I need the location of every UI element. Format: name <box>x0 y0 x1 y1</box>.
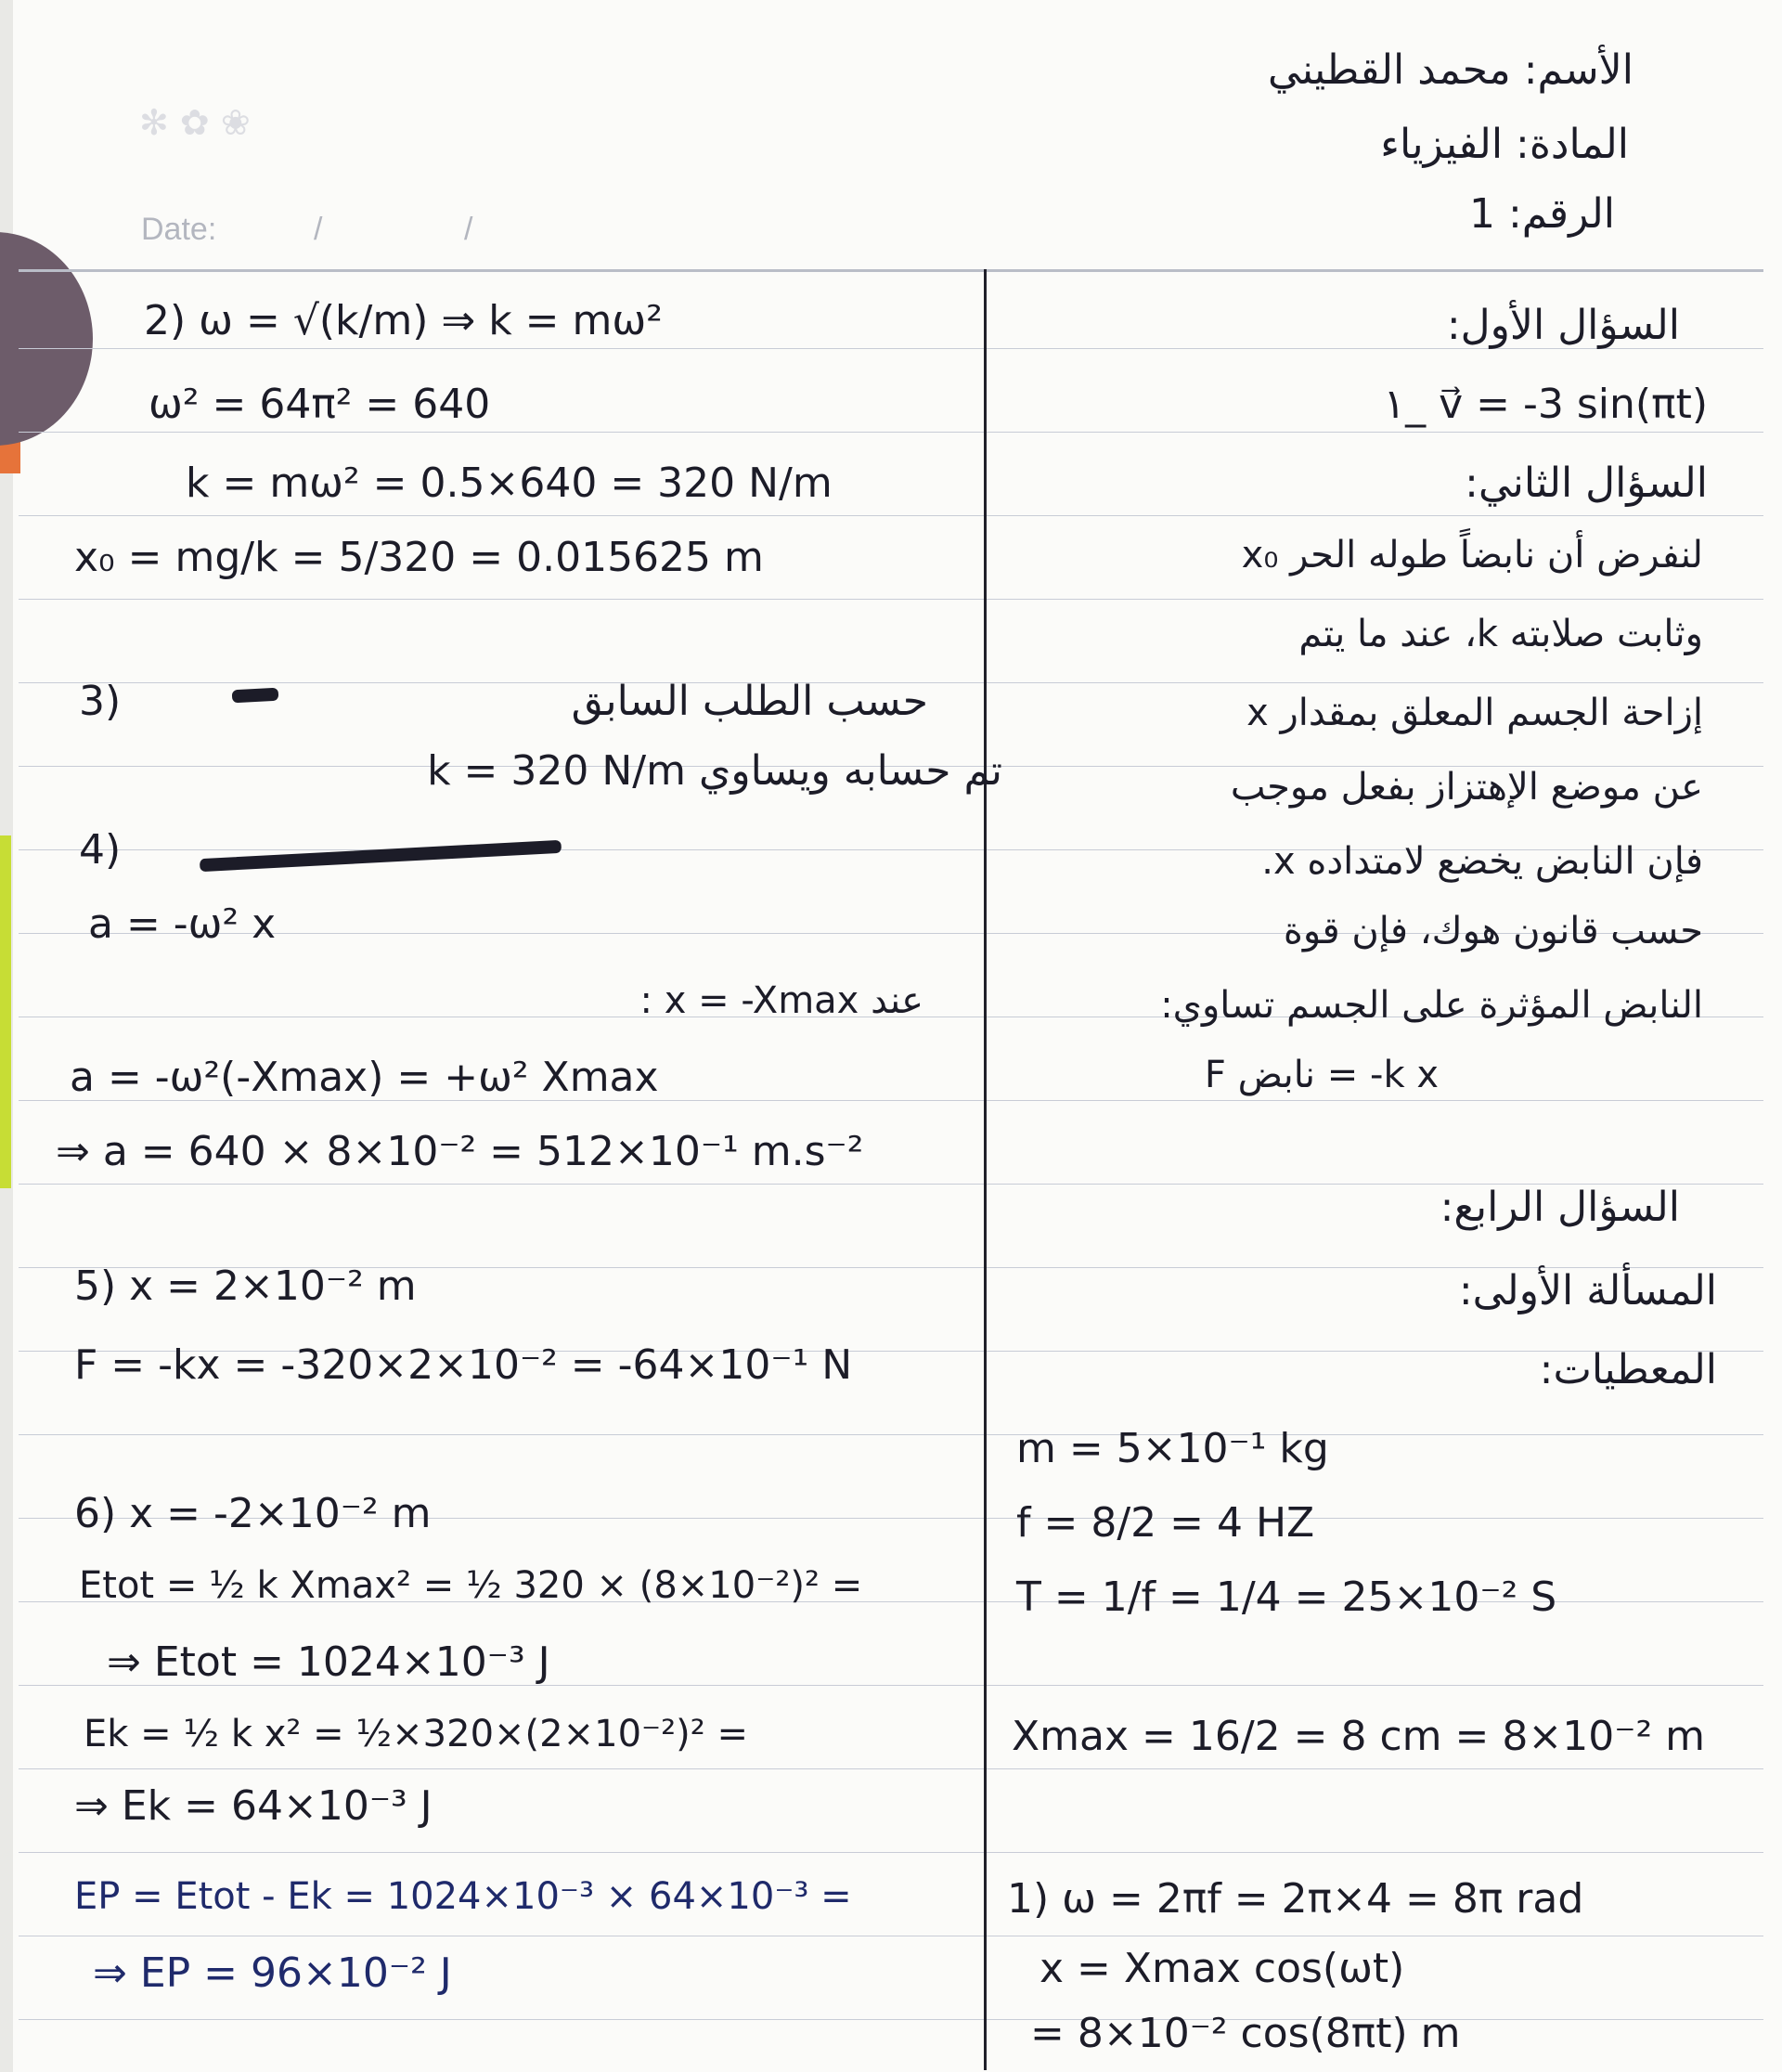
ruled-line <box>19 432 1763 433</box>
green-tab <box>0 835 11 1188</box>
q2-body-line: فإن النابض يخضع لامتداده x. <box>1261 840 1703 883</box>
ruled-line <box>19 1434 1763 1435</box>
part4-line: : x = -Xmax عند <box>639 979 923 1022</box>
number-line: الرقم: 1 <box>1468 190 1615 238</box>
part6-line: ⇒ Etot = 1024×10⁻³ J <box>107 1638 550 1686</box>
part6-line: ⇒ EP = 96×10⁻² J <box>93 1949 452 1997</box>
q2-body-line: وثابت صلابته k، عند ما يتم <box>1298 613 1703 655</box>
q2-body-line: لنفرض أن نابضاً طوله الحر x₀ <box>1241 534 1703 576</box>
q1-answer: ١_ v⃗ = -3 sin(πt) <box>1383 381 1708 428</box>
q2-body-line: عن موضع الإهتزاز بفعل موجب <box>1230 766 1703 809</box>
part1-omega: 1) ω = 2πf = 2π×4 = 8π rad <box>1007 1875 1584 1923</box>
problem1-heading: المسألة الأولى: <box>1458 1267 1717 1314</box>
q2-body-line: حسب قانون هوك، فإن قوة <box>1283 910 1703 952</box>
header-rule <box>19 269 1763 272</box>
column-divider <box>984 269 987 2070</box>
part6-line: EP = Etot - Ek = 1024×10⁻³ × 64×10⁻³ = <box>74 1875 852 1918</box>
q4-heading: السؤال الرابع: <box>1440 1184 1680 1231</box>
q2-body-line: إزاحة الجسم المعلق بمقدار x <box>1246 692 1703 734</box>
part6-line: Ek = ½ k x² = ½×320×(2×10⁻²)² = <box>84 1713 749 1755</box>
part4-line: ⇒ a = 640 × 8×10⁻² = 512×10⁻¹ m.s⁻² <box>56 1128 864 1175</box>
part2-line: k = mω² = 0.5×640 = 320 N/m <box>186 460 833 507</box>
part1-result: = 8×10⁻² cos(8πt) m <box>1030 2010 1461 2057</box>
student-name: الأسم: محمد القطيني <box>1268 46 1634 94</box>
crossed-out-mark <box>232 688 279 704</box>
crossed-out-mark <box>200 840 562 872</box>
part6-line: Etot = ½ k Xmax² = ½ 320 × (8×10⁻²)² = <box>79 1564 863 1607</box>
part3-result: تم حسابه ويساوي k = 320 N/m <box>427 747 1002 795</box>
q2-body-line: النابض المؤثرة على الجسم تساوي: <box>1160 984 1703 1027</box>
part1-equation: x = Xmax cos(ωt) <box>1040 1945 1405 1992</box>
decorative-gear-icon: ✻ ✿ ❀ <box>139 102 251 143</box>
q1-heading: السؤال الأول: <box>1446 302 1680 349</box>
ruled-line <box>19 1768 1763 1769</box>
given-amplitude: Xmax = 16/2 = 8 cm = 8×10⁻² m <box>1012 1713 1705 1760</box>
ruled-line <box>19 599 1763 600</box>
date-separator: / <box>464 212 473 247</box>
ruled-line <box>19 515 1763 516</box>
given-mass: m = 5×10⁻¹ kg <box>1016 1425 1329 1472</box>
part6-line: ⇒ Ek = 64×10⁻³ J <box>74 1782 433 1830</box>
part4-label: 4) <box>79 826 122 874</box>
givens-heading: المعطيات: <box>1539 1346 1717 1393</box>
part2-line: x₀ = mg/k = 5/320 = 0.015625 m <box>74 534 764 581</box>
part5-line: F = -kx = -320×2×10⁻² = -64×10⁻¹ N <box>74 1341 853 1389</box>
part3-label: 3) <box>79 678 122 725</box>
part2-line: 2) ω = √(k/m) ⇒ k = mω² <box>144 297 663 344</box>
part2-line: ω² = 64π² = 640 <box>148 381 491 428</box>
part6-line: 6) x = -2×10⁻² m <box>74 1490 432 1537</box>
date-separator: / <box>314 212 323 247</box>
given-frequency: f = 8/2 = 4 HZ <box>1016 1499 1315 1547</box>
q2-heading: السؤال الثاني: <box>1465 460 1708 507</box>
part4-line: a = -ω² x <box>88 900 277 948</box>
ruled-line <box>19 1852 1763 1853</box>
part5-line: 5) x = 2×10⁻² m <box>74 1263 417 1310</box>
purple-tab <box>0 232 93 446</box>
hooke-law-formula: F نابض = -k x <box>1204 1054 1439 1096</box>
part3-text: حسب الطلب السابق <box>571 678 928 725</box>
part4-line: a = -ω²(-Xmax) = +ω² Xmax <box>70 1054 659 1101</box>
ruled-line <box>19 2019 1763 2020</box>
given-period: T = 1/f = 1/4 = 25×10⁻² S <box>1016 1573 1557 1621</box>
date-label: Date: <box>141 212 217 247</box>
subject-line: المادة: الفيزياء <box>1380 121 1629 168</box>
